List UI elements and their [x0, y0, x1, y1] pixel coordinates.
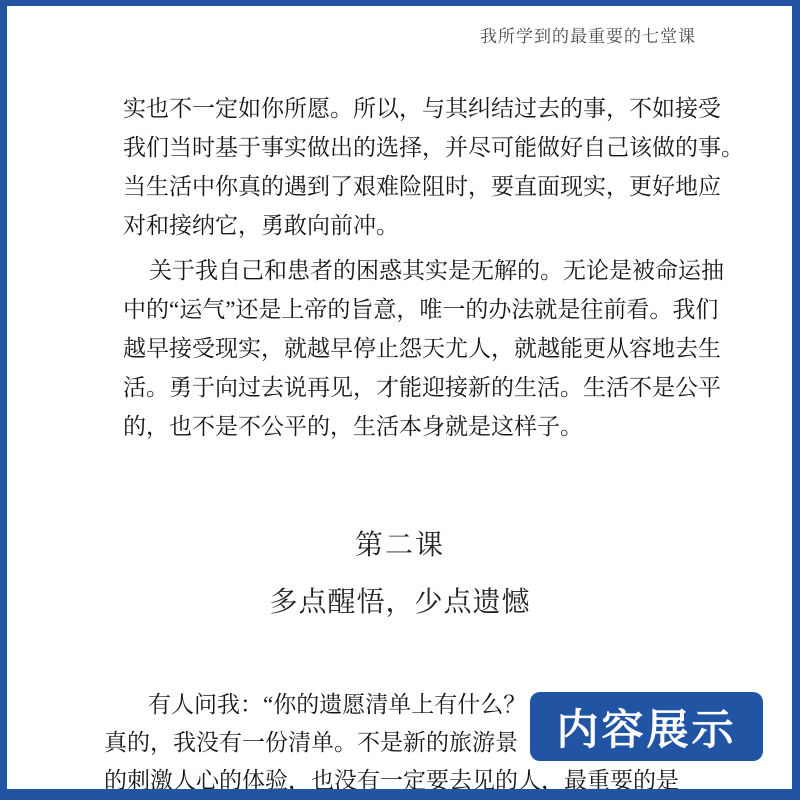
text-line: 真的，我没有一份清单。不是新的旅游景	[104, 730, 518, 755]
text-line: 有人问我：“你的遗愿清单上有什么？	[148, 692, 527, 717]
text-line: 越早接受现实，就越早停止怨天尤人，就越能更从容地去生	[123, 336, 721, 361]
text-line: 的，也不是不公平的，生活本身就是这样子。	[123, 414, 583, 439]
text-line: 实也不一定如你所愿。所以，与其纠结过去的事，不如接受	[123, 96, 721, 121]
text-line: 我们当时基于事实做出的选择，并尽可能做好自己该做的事。	[123, 135, 744, 160]
paragraph-2	[123, 251, 723, 446]
text-line: 关于我自己和患者的困惑其实是无解的。无论是被命运抽	[149, 258, 724, 283]
text-line: 对和接纳它，勇敢向前冲。	[123, 213, 399, 238]
text-line: 活。勇于向过去说再见，才能迎接新的生活。生活不是公平	[123, 375, 721, 400]
text-line: 中的“运气”还是上帝的旨意，唯一的办法就是往前看。我们	[123, 297, 719, 322]
running-head: 我所学到的最重要的七堂课	[480, 27, 696, 46]
paragraph-1	[123, 89, 744, 245]
chapter-subtitle: 多点醒悟，少点遗憾	[269, 586, 531, 617]
body-text-upper	[123, 89, 744, 446]
text-line: 当生活中你真的遇到了艰难险阻时，要直面现实，更好地应	[123, 174, 721, 199]
chapter-number: 第二课	[354, 529, 445, 560]
content-display-badge: 内容展示	[530, 692, 763, 761]
chapter-heading	[0, 523, 800, 620]
text-line: 的刺激人心的体验，也没有一定要去见的人，最重要的是	[104, 768, 679, 793]
